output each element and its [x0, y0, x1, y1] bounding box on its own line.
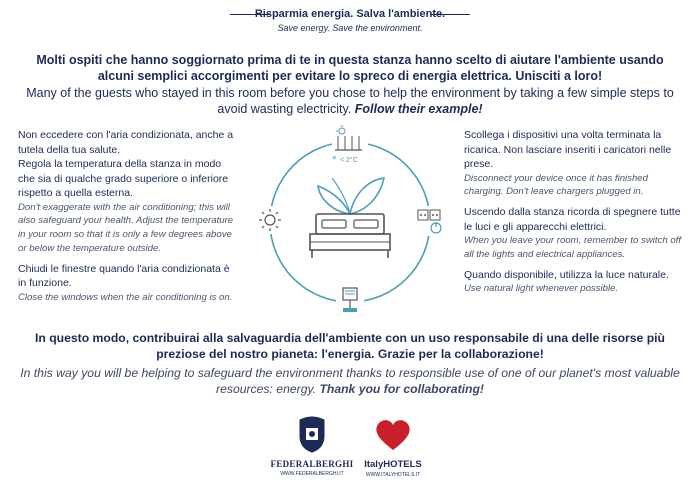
federalberghi-name: FEDERALBERGHI	[270, 459, 354, 469]
window-ac-icon	[332, 125, 368, 165]
temp-label: < 2°C	[340, 157, 358, 164]
right-tip-1-en: Disconnect your device once it has finished charging. Don't leave chargers plugged in.	[464, 172, 648, 198]
right-tip-3-en: Use natural light whenever possible.	[464, 283, 619, 295]
energy-diagram	[250, 118, 450, 318]
outro-english-text: In this way you will be helping to safeguard the environment thanks to responsible use of one of our planet's most valuable resources: energy.	[20, 366, 680, 396]
snowflake-icon: *	[332, 155, 337, 165]
sun-icon	[256, 206, 284, 234]
heart-icon	[371, 414, 415, 454]
leaves-icon	[318, 178, 384, 214]
italyhotels-url: WWW.ITALYHOTELS.IT	[365, 472, 421, 478]
federalberghi-url: WWW.FEDERALBERGHI.IT	[280, 471, 344, 477]
outro-italian-emphasis: Grazie per la collaborazione!	[377, 347, 544, 361]
left-tip-1-en: Don't exaggerate with the air conditioning; this will also safeguard your health. Adjust the temperature in your room so that it is only a few degrees above or below the temperature outside.	[18, 201, 234, 254]
intro-italian-emphasis: Unisciti a loro!	[515, 69, 603, 83]
federalberghi-shield-icon	[292, 414, 332, 454]
intro-english-emphasis: Follow their example!	[354, 102, 483, 116]
circle-ring	[270, 142, 430, 302]
intro-english	[20, 85, 680, 117]
outro-italian	[20, 330, 680, 362]
right-tip-2-en: When you leave your room, remember to switch off all the lights and electrical appliances.	[464, 235, 682, 260]
left-tip-3-it: Chiudi le finestre quando l'aria condizionata è in funzione.	[18, 262, 230, 290]
right-tip-3-it: Quando disponibile, utilizza la luce naturale.	[464, 268, 669, 281]
left-tip-3-en: Close the windows when the air conditioning is on.	[18, 291, 233, 303]
federalberghi-logo	[268, 414, 356, 484]
right-column	[464, 128, 686, 296]
header-subtitle: Save energy. Save the environment.	[277, 23, 423, 33]
header-title: Risparmia energia. Salva l'ambiente.	[254, 8, 446, 20]
italyhotels-name: ItalyHOTELS	[364, 459, 422, 470]
intro-italian-text: Molti ospiti che hanno soggiornato prima di te in questa stanza hanno scelto di aiutare l'ambiente usando alcuni semplici accorgimenti per evitare lo spreco di energia elettrica.	[36, 53, 664, 83]
right-tip-2-it: Uscendo dalla stanza ricorda di spegnere tutte le luci e gli apparecchi elettrici.	[464, 206, 681, 233]
outro-english-emphasis: Thank you for collaborating!	[319, 382, 484, 396]
bed-icon	[310, 214, 390, 258]
plug-power-icon	[416, 206, 446, 236]
italyhotels-logo	[352, 414, 434, 484]
intro-english-text: Many of the guests who stayed in this room before you chose to help the environment by taking a few simple steps to avoid wasting electricity.	[26, 86, 674, 116]
intro-italian	[20, 52, 680, 84]
left-tip-1-it: Non eccedere con l'aria condizionata, anche a tutela della tua salute.	[18, 129, 234, 156]
lamp-icon	[336, 284, 364, 314]
left-tip-2-it: Regola la temperatura della stanza in modo che sia di qualche grado superiore o inferiore rispetto a quella esterna.	[18, 158, 229, 199]
right-tip-1-it: Scollega i dispositivi una volta terminata la ricarica. Non lasciare inseriti i caricatori nelle prese.	[464, 129, 672, 170]
left-column	[18, 128, 240, 304]
outro-english	[20, 365, 680, 397]
outro-italian-text: In questo modo, contribuirai alla salvaguardia dell'ambiente con un uso responsabile di una delle risorse più preziose del nostro pianeta: l'energia.	[34, 331, 665, 361]
